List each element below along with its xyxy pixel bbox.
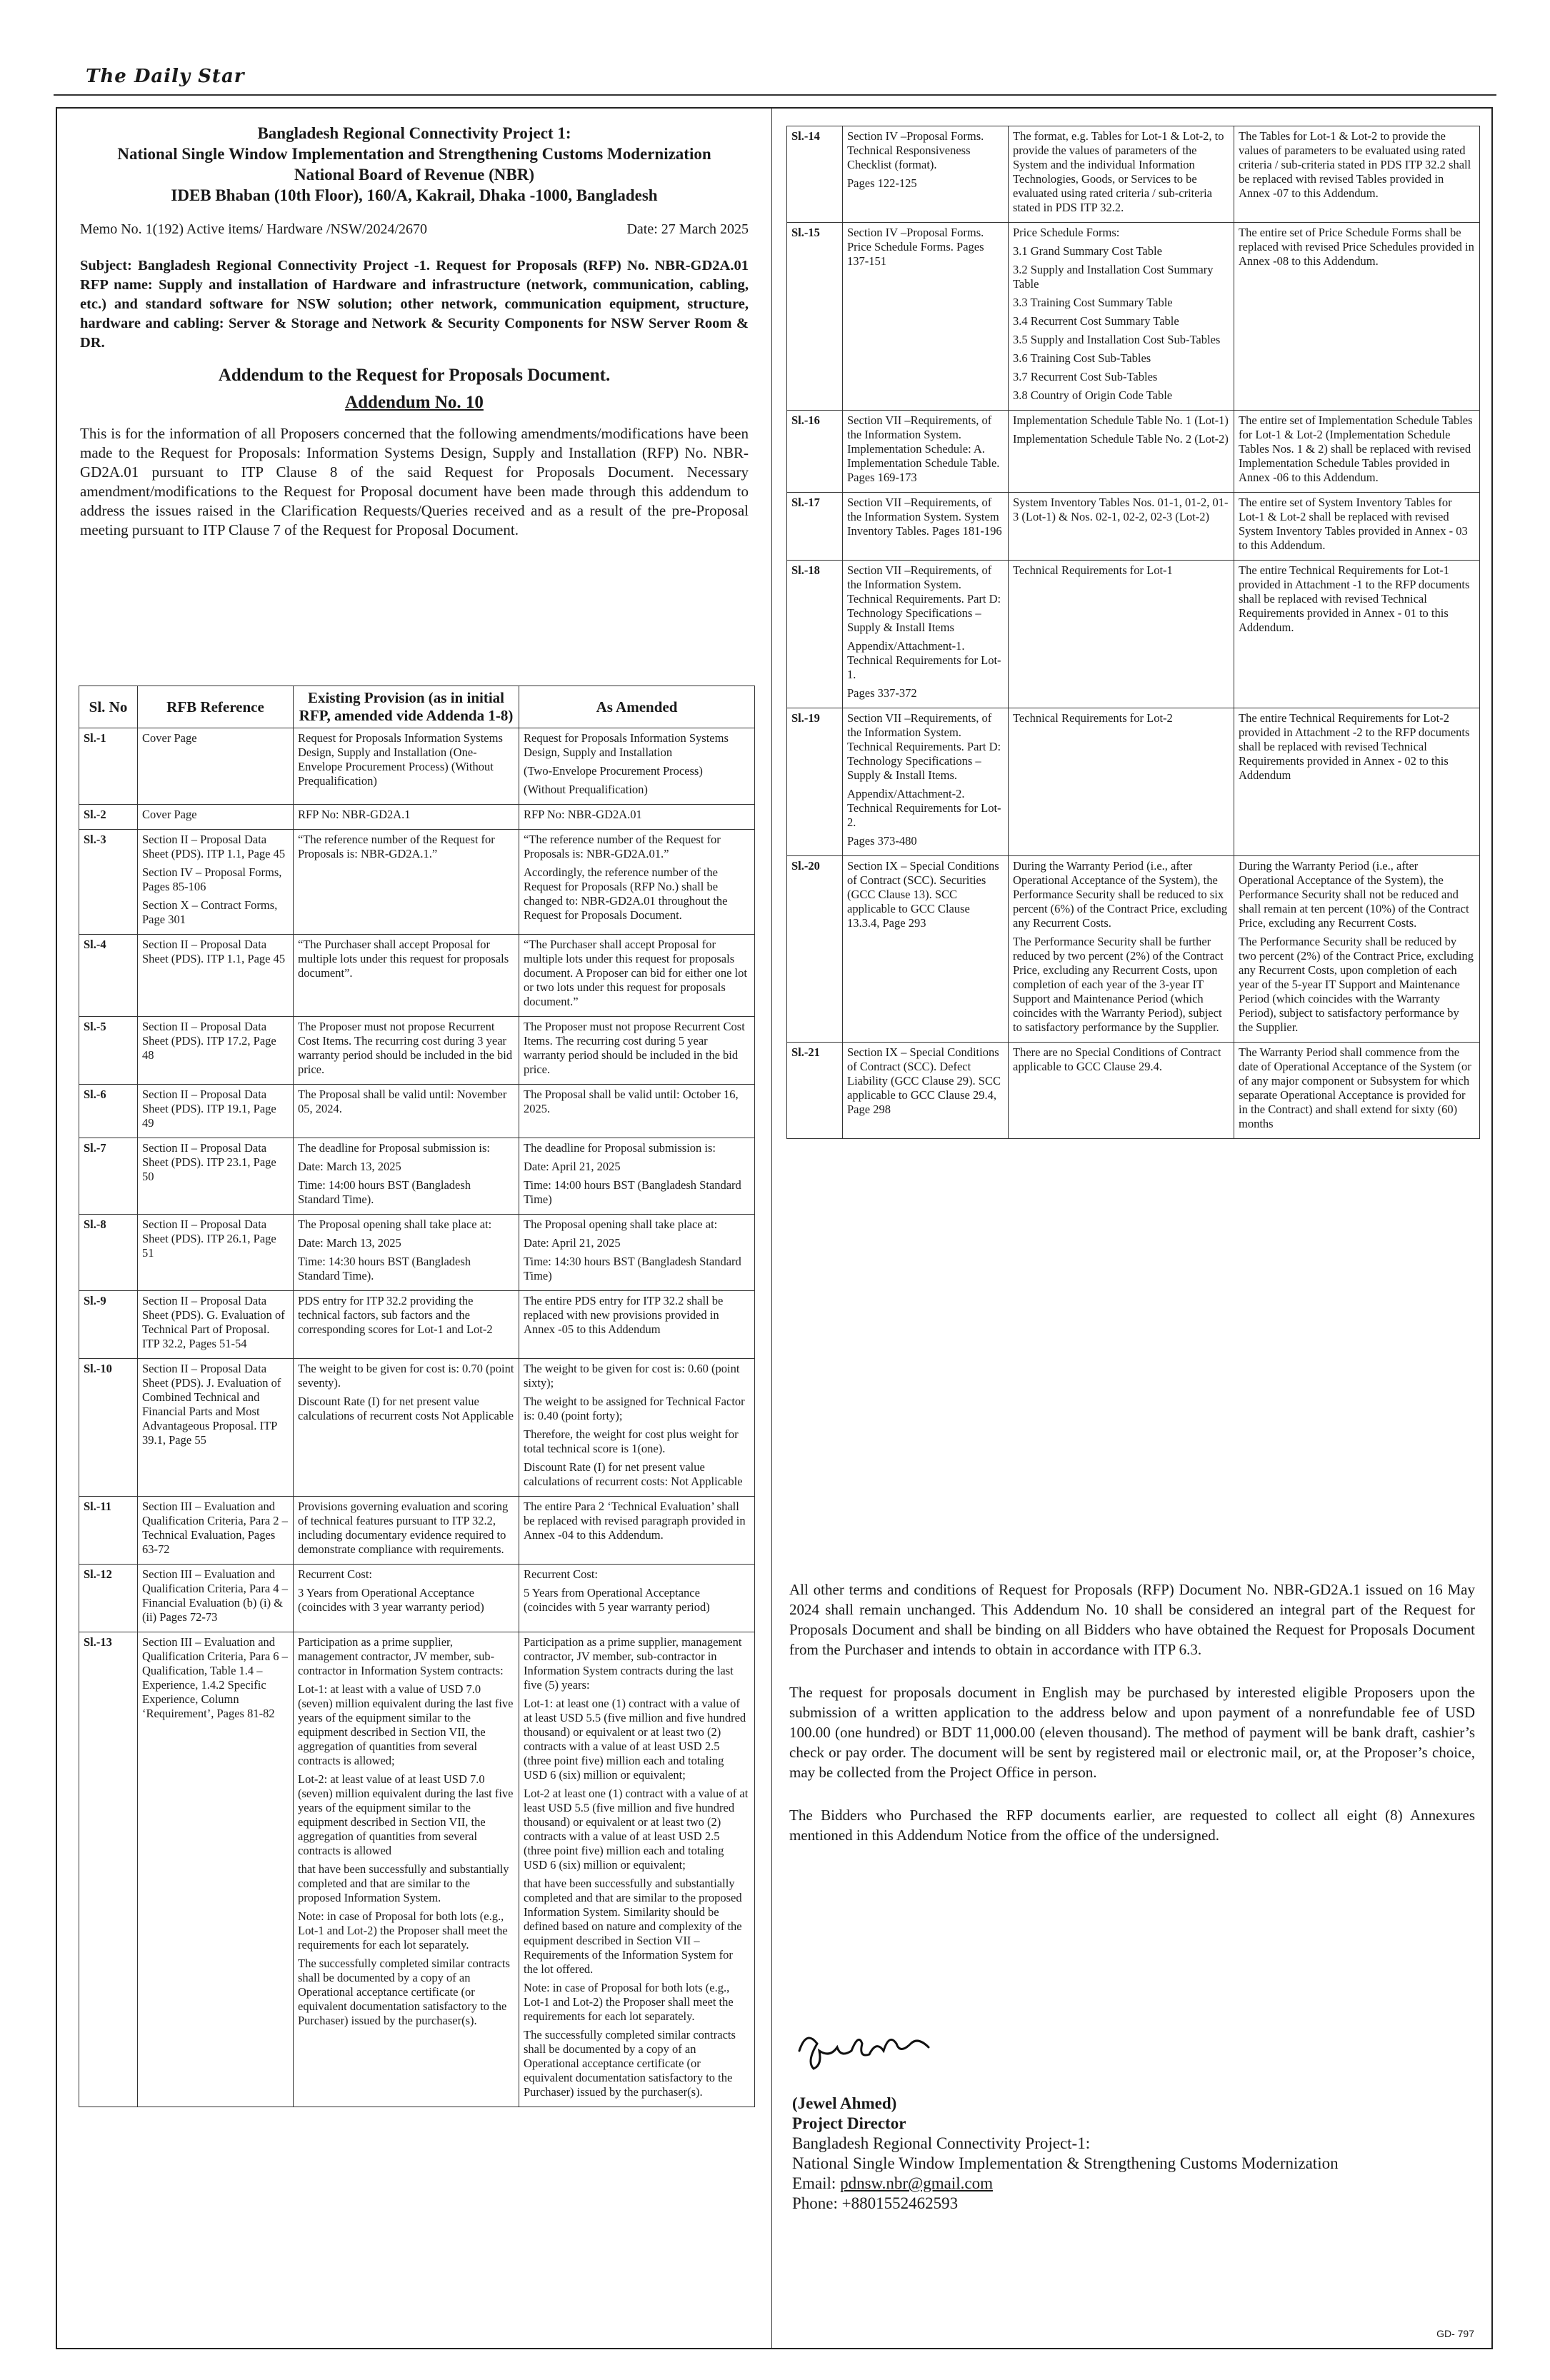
row-serial: Sl.-15 [787, 223, 843, 411]
row-serial: Sl.-2 [79, 805, 138, 830]
signatory-email [792, 2174, 1478, 2193]
as-amended-text: During the Warranty Period (i.e., after Operational Acceptance of the System), the Performance Security shall not be reduced and shall remain at ten percent (10%) of the Contract Price, excluding any Recurrent Costs. [1239, 859, 1469, 930]
right-column [772, 109, 1493, 2348]
addendum-number: Addendum No. 10 [345, 393, 484, 412]
as-amended-text: Discount Rate (I) for net present value calculations of recurrent costs: Not Applicable [524, 1460, 743, 1488]
rfb-reference-text: Section III – Evaluation and Qualification Criteria, Para 6 – Qualification, Table 1.4 – Experience, 1.4.2 Specific Experience, Column ‘Requirement’, Pages 81-82 [142, 1635, 288, 1720]
as-amended [519, 1291, 755, 1359]
notice-frame [56, 107, 1493, 2349]
as-amended-text: The entire set of Implementation Schedule Tables for Lot-1 & Lot-2 (Implementation Schedule Tables Nos. 1 & 2) shall be replaced with revised Implementation Schedule Tables provided in Annex -06 to this Addendum. [1239, 413, 1473, 484]
existing-provision-text: The Performance Security shall be further reduced by two percent (2%) of the Contract Price, excluding any Recurrent Costs, upon completion of each year of the 3-year IT Support and Maintenance Period (which coincides with the Warranty Period), subject to satisfactory performance by the Supplier. [1013, 935, 1224, 1034]
as-amended [1234, 411, 1480, 493]
rfb-reference-text: Section II – Proposal Data Sheet (PDS). ITP 17.2, Page 48 [142, 1020, 276, 1062]
as-amended [519, 1215, 755, 1291]
rfb-reference [138, 805, 294, 830]
table-row [787, 856, 1480, 1043]
existing-provision [294, 1138, 519, 1215]
row-serial: Sl.-20 [787, 856, 843, 1043]
table-row [79, 1291, 755, 1359]
row-serial: Sl.-19 [787, 708, 843, 856]
header-existing: Existing Provision (as in initial RFP, amended vide Addenda 1-8) [294, 686, 519, 728]
rfb-reference-text: Section III – Evaluation and Qualification Criteria, Para 2 – Technical Evaluation, Pages 63-72 [142, 1500, 288, 1556]
as-amended-text: Lot-1: at least one (1) contract with a value of at least USD 5.5 (five million and five hundred thousand) or equivalent or at least two (2) contracts with a value of at least USD 2.5 (three point five) million each and totaling USD 6 (six) million or equivalent; [524, 1697, 746, 1782]
rfb-reference-text: Section II – Proposal Data Sheet (PDS). ITP 19.1, Page 49 [142, 1088, 276, 1130]
existing-provision [1009, 1043, 1234, 1139]
existing-provision [294, 1565, 519, 1632]
as-amended [1234, 223, 1480, 411]
existing-provision [1009, 223, 1234, 411]
signatory-phone: Phone: +8801552462593 [792, 2194, 959, 2212]
existing-provision [294, 1497, 519, 1565]
as-amended-text: The entire set of System Inventory Tables for Lot-1 & Lot-2 shall be replaced with revised System Inventory Tables provided in Annex - 03 to this Addendum. [1239, 496, 1468, 552]
row-serial: Sl.-5 [79, 1017, 138, 1085]
rfb-reference [843, 561, 1009, 708]
existing-provision [294, 1632, 519, 2107]
rfb-reference [843, 126, 1009, 223]
rfb-reference [843, 856, 1009, 1043]
closing-paragraph-3: The Bidders who Purchased the RFP documents earlier, are requested to collect all eight (8) Annexures mentioned in this Addendum Notice from the office of the undersigned. [789, 1807, 1475, 1844]
rfb-reference-text: Pages 373-480 [847, 834, 917, 848]
as-amended [1234, 561, 1480, 708]
rfb-reference [843, 493, 1009, 561]
table-row [79, 830, 755, 935]
as-amended [519, 728, 755, 805]
row-serial: Sl.-7 [79, 1138, 138, 1215]
existing-provision [294, 1085, 519, 1138]
rfb-reference [138, 830, 294, 935]
row-serial: Sl.-8 [79, 1215, 138, 1291]
as-amended-text: Time: 14:30 hours BST (Bangladesh Standard Time) [524, 1255, 741, 1282]
rfb-reference [843, 411, 1009, 493]
table-row [79, 1359, 755, 1497]
existing-provision-text: Note: in case of Proposal for both lots (e.g., Lot-1 and Lot-2) the Proposer shall meet the requirements for each lot separately. [298, 1909, 508, 1952]
rfb-reference [138, 1565, 294, 1632]
as-amended-text: Accordingly, the reference number of the Request for Proposals (RFP No.) shall be changed to: NBR-GD2A.01 throughout the Request for Proposals Document. [524, 865, 728, 922]
rfb-reference-text: Section IX – Special Conditions of Contract (SCC). Securities (GCC Clause 13). SCC applicable to GCC Clause 13.3.4, Page 293 [847, 859, 999, 930]
rfb-reference [138, 728, 294, 805]
rfb-reference [138, 1138, 294, 1215]
rfb-reference [843, 1043, 1009, 1139]
as-amended-text: The Proposer must not propose Recurrent Cost Items. The recurring cost during 5 year warranty period should be included in the bid price. [524, 1020, 745, 1076]
existing-provision [1009, 493, 1234, 561]
as-amended [1234, 856, 1480, 1043]
rfb-reference-text: Pages 337-372 [847, 686, 917, 700]
signature-block [792, 2008, 1478, 2213]
as-amended-text: Recurrent Cost: [524, 1567, 599, 1581]
memo-row [80, 221, 749, 238]
existing-provision [1009, 411, 1234, 493]
existing-provision [294, 830, 519, 935]
existing-provision-text: that have been successfully and substantially completed and that are similar to the proposed Information System. [298, 1862, 509, 1904]
existing-provision [294, 1359, 519, 1497]
as-amended [519, 830, 755, 935]
table-row [79, 1215, 755, 1291]
closing-paragraph-2: The request for proposals document in English may be purchased by interested eligible Proposers upon the submission of a written application to the address below and upon payment of a nonrefundable fee of USD 100.00 (one hundred) or BDT 11,000.00 (eleven thousand). The method of payment will be bank draft, cashier’s check or pay order. The document will be sent by registered mail or electronic mail, or, at the Proposer’s choice, may be collected from the Project Office in person. [789, 1684, 1475, 1781]
existing-provision [294, 935, 519, 1017]
signatory-name: (Jewel Ahmed) [792, 2094, 897, 2112]
table-row [787, 126, 1480, 223]
existing-provision-text: Time: 14:00 hours BST (Bangladesh Standard Time). [298, 1178, 471, 1206]
existing-provision [294, 805, 519, 830]
rfb-reference-text: Section IV –Proposal Forms. Price Schedule Forms. Pages 137-151 [847, 226, 984, 268]
as-amended [1234, 708, 1480, 856]
memo-date: Date: 27 March 2025 [626, 221, 749, 237]
rfb-reference-text: Section IV –Proposal Forms. Technical Responsiveness Checklist (format). [847, 129, 984, 171]
existing-provision [1009, 561, 1234, 708]
as-amended-text: The Warranty Period shall commence from the date of Operational Acceptance of the System (or of any major component or Subsystem for which separate Operational Acceptance is provided for in the Contract) and shall extend for sixty (60) months [1239, 1045, 1471, 1130]
row-serial: Sl.-12 [79, 1565, 138, 1632]
row-serial: Sl.-10 [79, 1359, 138, 1497]
existing-provision [294, 728, 519, 805]
rfb-reference-text: Section VII –Requirements, of the Information System. Implementation Schedule: A. Implementation Schedule Table. Pages 169-173 [847, 413, 1000, 484]
rfb-reference-text: Appendix/Attachment-1. Technical Requirements for Lot-1. [847, 639, 1001, 681]
existing-provision-text: System Inventory Tables Nos. 01-1, 01-2, 01-3 (Lot-1) & Nos. 02-1, 02-2, 02-3 (Lot-2) [1013, 496, 1229, 523]
existing-provision-text: The Proposal opening shall take place at: [298, 1217, 492, 1231]
addendum-title: Addendum to the Request for Proposals Document. [218, 366, 611, 385]
row-serial: Sl.-21 [787, 1043, 843, 1139]
table-row [79, 728, 755, 805]
email-label: Email: [792, 2174, 841, 2192]
table-row [787, 561, 1480, 708]
gd-code: GD- 797 [1436, 2328, 1474, 2339]
rfb-reference [843, 708, 1009, 856]
table-row [787, 411, 1480, 493]
left-column [57, 109, 772, 2348]
as-amended [1234, 493, 1480, 561]
existing-provision-text: 3.5 Supply and Installation Cost Sub-Tables [1013, 333, 1221, 346]
row-serial: Sl.-17 [787, 493, 843, 561]
as-amended-text: 5 Years from Operational Acceptance (coincides with 5 year warranty period) [524, 1586, 710, 1614]
existing-provision-text: RFP No: NBR-GD2A.1 [298, 808, 411, 821]
existing-provision-text: “The Purchaser shall accept Proposal for multiple lots under this request for proposals document”. [298, 938, 509, 980]
as-amended-text: The Proposal opening shall take place at: [524, 1217, 718, 1231]
as-amended [519, 805, 755, 830]
as-amended-text: The weight to be assigned for Technical Factor is: 0.40 (point forty); [524, 1395, 745, 1422]
as-amended [1234, 126, 1480, 223]
notice-header [57, 123, 771, 206]
row-serial: Sl.-18 [787, 561, 843, 708]
amendment-table-left [79, 686, 755, 2107]
row-serial: Sl.-4 [79, 935, 138, 1017]
rfb-reference-text: Cover Page [142, 731, 197, 745]
table-body-right [787, 126, 1480, 1139]
existing-provision-text: Implementation Schedule Table No. 1 (Lot-1) [1013, 413, 1229, 427]
as-amended-text: Time: 14:00 hours BST (Bangladesh Standard Time) [524, 1178, 741, 1206]
table-row [79, 1632, 755, 2107]
table-row [787, 493, 1480, 561]
signatory-title: Project Director [792, 2114, 906, 2132]
as-amended [519, 1565, 755, 1632]
as-amended-text: (Two-Envelope Procurement Process) [524, 764, 703, 778]
existing-provision-text: PDS entry for ITP 32.2 providing the technical factors, sub factors and the corresponding scores for Lot-1 and Lot-2 [298, 1294, 493, 1336]
as-amended-text: Note: in case of Proposal for both lots (e.g., Lot-1 and Lot-2) the Proposer shall meet the requirements for each lot separately. [524, 1981, 734, 2023]
row-serial: Sl.-13 [79, 1632, 138, 2107]
as-amended-text: that have been successfully and substantially completed and that are similar to the proposed Information System. Similarity should be defined based on nature and complexity of the equipment described in Section VII – Requirements of the Information System for the lot offered. [524, 1877, 742, 1976]
existing-provision-text: Lot-2: at least value of at least USD 7.0 (seven) million equivalent during the last five years of the equipment similar to the equipment described in Section VII, the aggregation of quantities from several contracts is allowed [298, 1772, 514, 1857]
rfb-reference-text: Section VII –Requirements, of the Information System. Technical Requirements. Part D: Technology Specifications – Supply & Install Items [847, 563, 1001, 634]
as-amended-text: The entire Technical Requirements for Lot-2 provided in Attachment -2 to the RFP documents shall be replaced with revised Technical Requirements provided in Annex - 02 to this Addendum [1239, 711, 1470, 782]
rfb-reference [138, 1017, 294, 1085]
header-line-1: Bangladesh Regional Connectivity Project 1: [257, 124, 571, 142]
existing-provision-text: Technical Requirements for Lot-2 [1013, 711, 1173, 725]
rfb-reference-text: Section III – Evaluation and Qualification Criteria, Para 4 – Financial Evaluation (b) (i) & (ii) Pages 72-73 [142, 1567, 288, 1624]
rfb-reference-text: Section VII –Requirements, of the Information System. System Inventory Tables. Pages 181-196 [847, 496, 1002, 538]
table-row [79, 805, 755, 830]
as-amended-text: (Without Prequalification) [524, 783, 648, 796]
newspaper-masthead: The Daily Star [86, 66, 245, 87]
row-serial: Sl.-9 [79, 1291, 138, 1359]
as-amended-text: The deadline for Proposal submission is: [524, 1141, 716, 1155]
row-serial: Sl.-11 [79, 1497, 138, 1565]
existing-provision-text: Price Schedule Forms: [1013, 226, 1120, 239]
rfb-reference [138, 1085, 294, 1138]
table-row [787, 1043, 1480, 1139]
table-row [79, 1497, 755, 1565]
header-line-4: IDEB Bhaban (10th Floor), 160/A, Kakrail, Dhaka -1000, Bangladesh [171, 186, 658, 204]
existing-provision [1009, 856, 1234, 1043]
rfb-reference-text: Section X – Contract Forms, Page 301 [142, 898, 278, 926]
existing-provision-text: Participation as a prime supplier, management contractor, JV member, sub-contractor in Information System contracts: [298, 1635, 504, 1677]
existing-provision-text: 3.2 Supply and Installation Cost Summary Table [1013, 263, 1214, 291]
as-amended [1234, 1043, 1480, 1139]
rfb-reference [843, 223, 1009, 411]
as-amended-text: “The reference number of the Request for Proposals is: NBR-GD2A.01.” [524, 833, 721, 860]
top-rule [54, 94, 1496, 96]
rfb-reference [138, 1215, 294, 1291]
table-header-row [79, 686, 755, 728]
table-body-left [79, 728, 755, 2107]
as-amended-text: “The Purchaser shall accept Proposal for multiple lots under this request for proposals document. A Proposer can bid for either one lot or two lots under this request for proposals document.” [524, 938, 747, 1008]
existing-provision-text: Implementation Schedule Table No. 2 (Lot-2) [1013, 432, 1229, 446]
existing-provision-text: Recurrent Cost: [298, 1567, 373, 1581]
email-link[interactable]: pdnsw.nbr@gmail.com [840, 2174, 993, 2192]
as-amended [519, 1138, 755, 1215]
existing-provision-text: 3.1 Grand Summary Cost Table [1013, 244, 1162, 258]
subject: Subject: Bangladesh Regional Connectivity Project -1. Request for Proposals (RFP) No. NBR-GD2A.01 RFP name: Supply and installation of Hardware and infrastructure (network, communication, cabling, etc.) and standard software for NSW solution; other network, communication equipment, structure, hardware and cabling: Server & Storage and Network & Security Components for NSW Server Room & DR. [80, 258, 749, 351]
existing-provision [294, 1215, 519, 1291]
as-amended [519, 1497, 755, 1565]
row-serial: Sl.-6 [79, 1085, 138, 1138]
rfb-reference-text: Section II – Proposal Data Sheet (PDS). J. Evaluation of Combined Technical and Financial Parts and Most Advantageous Proposal. ITP 39.1, Page 55 [142, 1362, 281, 1447]
table-row [79, 935, 755, 1017]
header-sl: Sl. No [79, 686, 138, 728]
as-amended-text: The weight to be given for cost is: 0.60 (point sixty); [524, 1362, 740, 1390]
signatory-program: National Single Window Implementation & Strengthening Customs Modernization [792, 2154, 1339, 2172]
as-amended-text: Participation as a prime supplier, management contractor, JV member, sub-contractor in Information System contracts during the last five (5) years: [524, 1635, 742, 1692]
as-amended [519, 1359, 755, 1497]
existing-provision [294, 1291, 519, 1359]
existing-provision-text: The Proposal shall be valid until: November 05, 2024. [298, 1088, 507, 1115]
rfb-reference-text: Section II – Proposal Data Sheet (PDS). ITP 1.1, Page 45 [142, 833, 286, 860]
row-serial: Sl.-14 [787, 126, 843, 223]
rfb-reference [138, 935, 294, 1017]
existing-provision-text: Discount Rate (I) for net present value calculations of recurrent costs Not Applicable [298, 1395, 514, 1422]
memo-number: Memo No. 1(192) Active items/ Hardware /NSW/2024/2670 [80, 221, 428, 237]
rfb-reference-text: Section II – Proposal Data Sheet (PDS). ITP 1.1, Page 45 [142, 938, 286, 965]
rfb-reference-text: Section II – Proposal Data Sheet (PDS). G. Evaluation of Technical Part of Proposal. ITP 32.2, Pages 51-54 [142, 1294, 285, 1350]
existing-provision-text: There are no Special Conditions of Contract applicable to GCC Clause 29.4. [1013, 1045, 1221, 1073]
existing-provision-text: Lot-1: at least with a value of USD 7.0 (seven) million equivalent during the last five years of the equipment similar to the equipment described in Section VII, the aggregation of quantities from several contracts is allowed; [298, 1682, 514, 1767]
as-amended [519, 935, 755, 1017]
as-amended-text: The entire set of Price Schedule Forms shall be replaced with revised Price Schedules provided in Annex -08 to this Addendum. [1239, 226, 1474, 268]
rfb-reference-text: Pages 122-125 [847, 176, 917, 190]
existing-provision-text: 3 Years from Operational Acceptance (coincides with 3 year warranty period) [298, 1586, 484, 1614]
table-row [79, 1565, 755, 1632]
header-line-3: National Board of Revenue (NBR) [294, 166, 535, 184]
existing-provision-text: Provisions governing evaluation and scoring of technical features pursuant to ITP 32.2, including documentary evidence required to demonstrate compliance with requirements. [298, 1500, 509, 1556]
rfb-reference-text: Section IV – Proposal Forms, Pages 85-106 [142, 865, 282, 893]
existing-provision-text: Date: March 13, 2025 [298, 1160, 401, 1173]
rfb-reference [138, 1497, 294, 1565]
existing-provision-text: Date: March 13, 2025 [298, 1236, 401, 1250]
closing-text [789, 1580, 1475, 1868]
existing-provision [1009, 126, 1234, 223]
rfb-reference-text: Section II – Proposal Data Sheet (PDS). ITP 23.1, Page 50 [142, 1141, 276, 1183]
as-amended-text: The Performance Security shall be reduced by two percent (2%) of the Contract Price, excluding any Recurrent Costs, upon completion of each year of the 5-year IT Support and Maintenance Period (which coincides with the Warranty Period), subject to satisfactory performance by the Supplier. [1239, 935, 1474, 1034]
amendment-table-right [786, 126, 1480, 1139]
rfb-reference-text: Section VII –Requirements, of the Information System. Technical Requirements. Part D: Technology Specifications – Supply & Install Items. [847, 711, 1001, 782]
as-amended-text: Request for Proposals Information Systems Design, Supply and Installation [524, 731, 729, 759]
signatory-project: Bangladesh Regional Connectivity Project-1: [792, 2134, 1091, 2152]
as-amended-text: Therefore, the weight for cost plus weight for total technical score is 1(one). [524, 1427, 739, 1455]
table-row [79, 1085, 755, 1138]
existing-provision [294, 1017, 519, 1085]
as-amended [519, 1632, 755, 2107]
header-amended: As Amended [519, 686, 755, 728]
existing-provision-text: 3.6 Training Cost Sub-Tables [1013, 351, 1151, 365]
rfb-reference-text: Cover Page [142, 808, 197, 821]
existing-provision-text: The format, e.g. Tables for Lot-1 & Lot-2, to provide the values of parameters of the System and the individual Information Technologies, Goods, or Services to be evaluated using rated criteria / sub-criteria stated in PDS ITP 32.2. [1013, 129, 1224, 214]
as-amended-text: Date: April 21, 2025 [524, 1236, 621, 1250]
as-amended-text: The Tables for Lot-1 & Lot-2 to provide the values of parameters to be evaluated using rated criteria / sub-criteria stated in PDS ITP 32.2 shall be replaced with revised Tables provided in Annex -07 to this Addendum. [1239, 129, 1471, 200]
rfb-reference [138, 1632, 294, 2107]
as-amended-text: Date: April 21, 2025 [524, 1160, 621, 1173]
table-row [787, 223, 1480, 411]
rfb-reference [138, 1291, 294, 1359]
existing-provision-text: The weight to be given for cost is: 0.70 (point seventy). [298, 1362, 514, 1390]
as-amended-text: Lot-2 at least one (1) contract with a value of at least USD 5.5 (five million and five hundred thousand) or equivalent or at least two (2) contracts with a value of at least USD 2.5 (three point five) million each and totaling USD 6 (six) million or equivalent; [524, 1787, 749, 1872]
existing-provision-text: The successfully completed similar contracts shall be documented by a copy of an Operational acceptance certificate (or equivalent documentation satisfactory to the Purchaser) issued by the purchaser(s). [298, 1957, 510, 2027]
table-row [79, 1138, 755, 1215]
existing-provision-text: During the Warranty Period (i.e., after Operational Acceptance of the System), the Performance Security shall be reduced to six percent (6%) of the Contract Price, excluding any Recurrent Costs. [1013, 859, 1228, 930]
existing-provision-text: The deadline for Proposal submission is: [298, 1141, 491, 1155]
existing-provision-text: Technical Requirements for Lot-1 [1013, 563, 1173, 577]
as-amended [519, 1085, 755, 1138]
row-serial: Sl.-16 [787, 411, 843, 493]
as-amended [519, 1017, 755, 1085]
row-serial: Sl.-3 [79, 830, 138, 935]
rfb-reference [138, 1359, 294, 1497]
existing-provision-text: 3.7 Recurrent Cost Sub-Tables [1013, 370, 1158, 383]
existing-provision-text: 3.8 Country of Origin Code Table [1013, 388, 1173, 402]
as-amended-text: The entire PDS entry for ITP 32.2 shall be replaced with new provisions provided in Annex -05 to this Addendum [524, 1294, 724, 1336]
as-amended-text: The entire Technical Requirements for Lot-1 provided in Attachment -1 to the RFP documents shall be replaced with revised Technical Requirements provided in Annex - 01 to this Addendum. [1239, 563, 1470, 634]
closing-paragraph-1: All other terms and conditions of Request for Proposals (RFP) Document No. NBR-GD2A.1 issued on 16 May 2024 shall remain unchanged. This Addendum No. 10 shall be considered an integral part of the Request for Proposals Document and shall be binding on all Bidders who have obtained the Request for Proposals Document from the Purchaser and intends to obtain in accordance with ITP 6.3. [789, 1581, 1475, 1658]
existing-provision-text: Time: 14:30 hours BST (Bangladesh Standard Time). [298, 1255, 471, 1282]
as-amended-text: The successfully completed similar contracts shall be documented by a copy of an Operational acceptance certificate (or equivalent documentation satisfactory to the Purchaser) issued by the purchaser(s). [524, 2028, 736, 2099]
as-amended-text: The entire Para 2 ‘Technical Evaluation’ shall be replaced with revised paragraph provided in Annex -04 to this Addendum. [524, 1500, 746, 1542]
header-line-2: National Single Window Implementation and Strengthening Customs Modernization [117, 145, 711, 163]
addendum-intro: This is for the information of all Proposers concerned that the following amendments/modifications have been made to the Request for Proposals: Information Systems Design, Supply and Installation (RFP) No. NBR-GD2A.01 pursuant to ITP Clause 8 of the said Request for Proposals Document. Necessary amendment/modifications to the Request for Proposal document have been made through this addendum to address the issues raised in the Clarification Requests/Queries received and as a result of the pre-Proposal meeting pursuant to ITP Clause 7 of the Request for Proposal Document. [80, 425, 749, 538]
existing-provision-text: 3.4 Recurrent Cost Summary Table [1013, 314, 1179, 328]
rfb-reference-text: Section IX – Special Conditions of Contract (SCC). Defect Liability (GCC Clause 29). SCC applicable to GCC Clause 29.4, Page 298 [847, 1045, 1001, 1116]
rfb-reference-text: Section II – Proposal Data Sheet (PDS). ITP 26.1, Page 51 [142, 1217, 276, 1260]
existing-provision-text: Request for Proposals Information Systems Design, Supply and Installation (One-Envelope Procurement Process) (Without Prequalification) [298, 731, 503, 788]
header-ref: RFB Reference [138, 686, 294, 728]
row-serial: Sl.-1 [79, 728, 138, 805]
rfb-reference-text: Appendix/Attachment-2. Technical Requirements for Lot-2. [847, 787, 1001, 829]
table-row [787, 708, 1480, 856]
as-amended-text: The Proposal shall be valid until: October 16, 2025. [524, 1088, 739, 1115]
existing-provision-text: The Proposer must not propose Recurrent Cost Items. The recurring cost during 3 year warranty period should be included in the bid price. [298, 1020, 513, 1076]
existing-provision-text: “The reference number of the Request for Proposals is: NBR-GD2A.1.” [298, 833, 495, 860]
table-row [79, 1017, 755, 1085]
as-amended-text: RFP No: NBR-GD2A.01 [524, 808, 642, 821]
existing-provision [1009, 708, 1234, 856]
existing-provision-text: 3.3 Training Cost Summary Table [1013, 296, 1173, 309]
handwritten-signature [792, 2008, 949, 2079]
